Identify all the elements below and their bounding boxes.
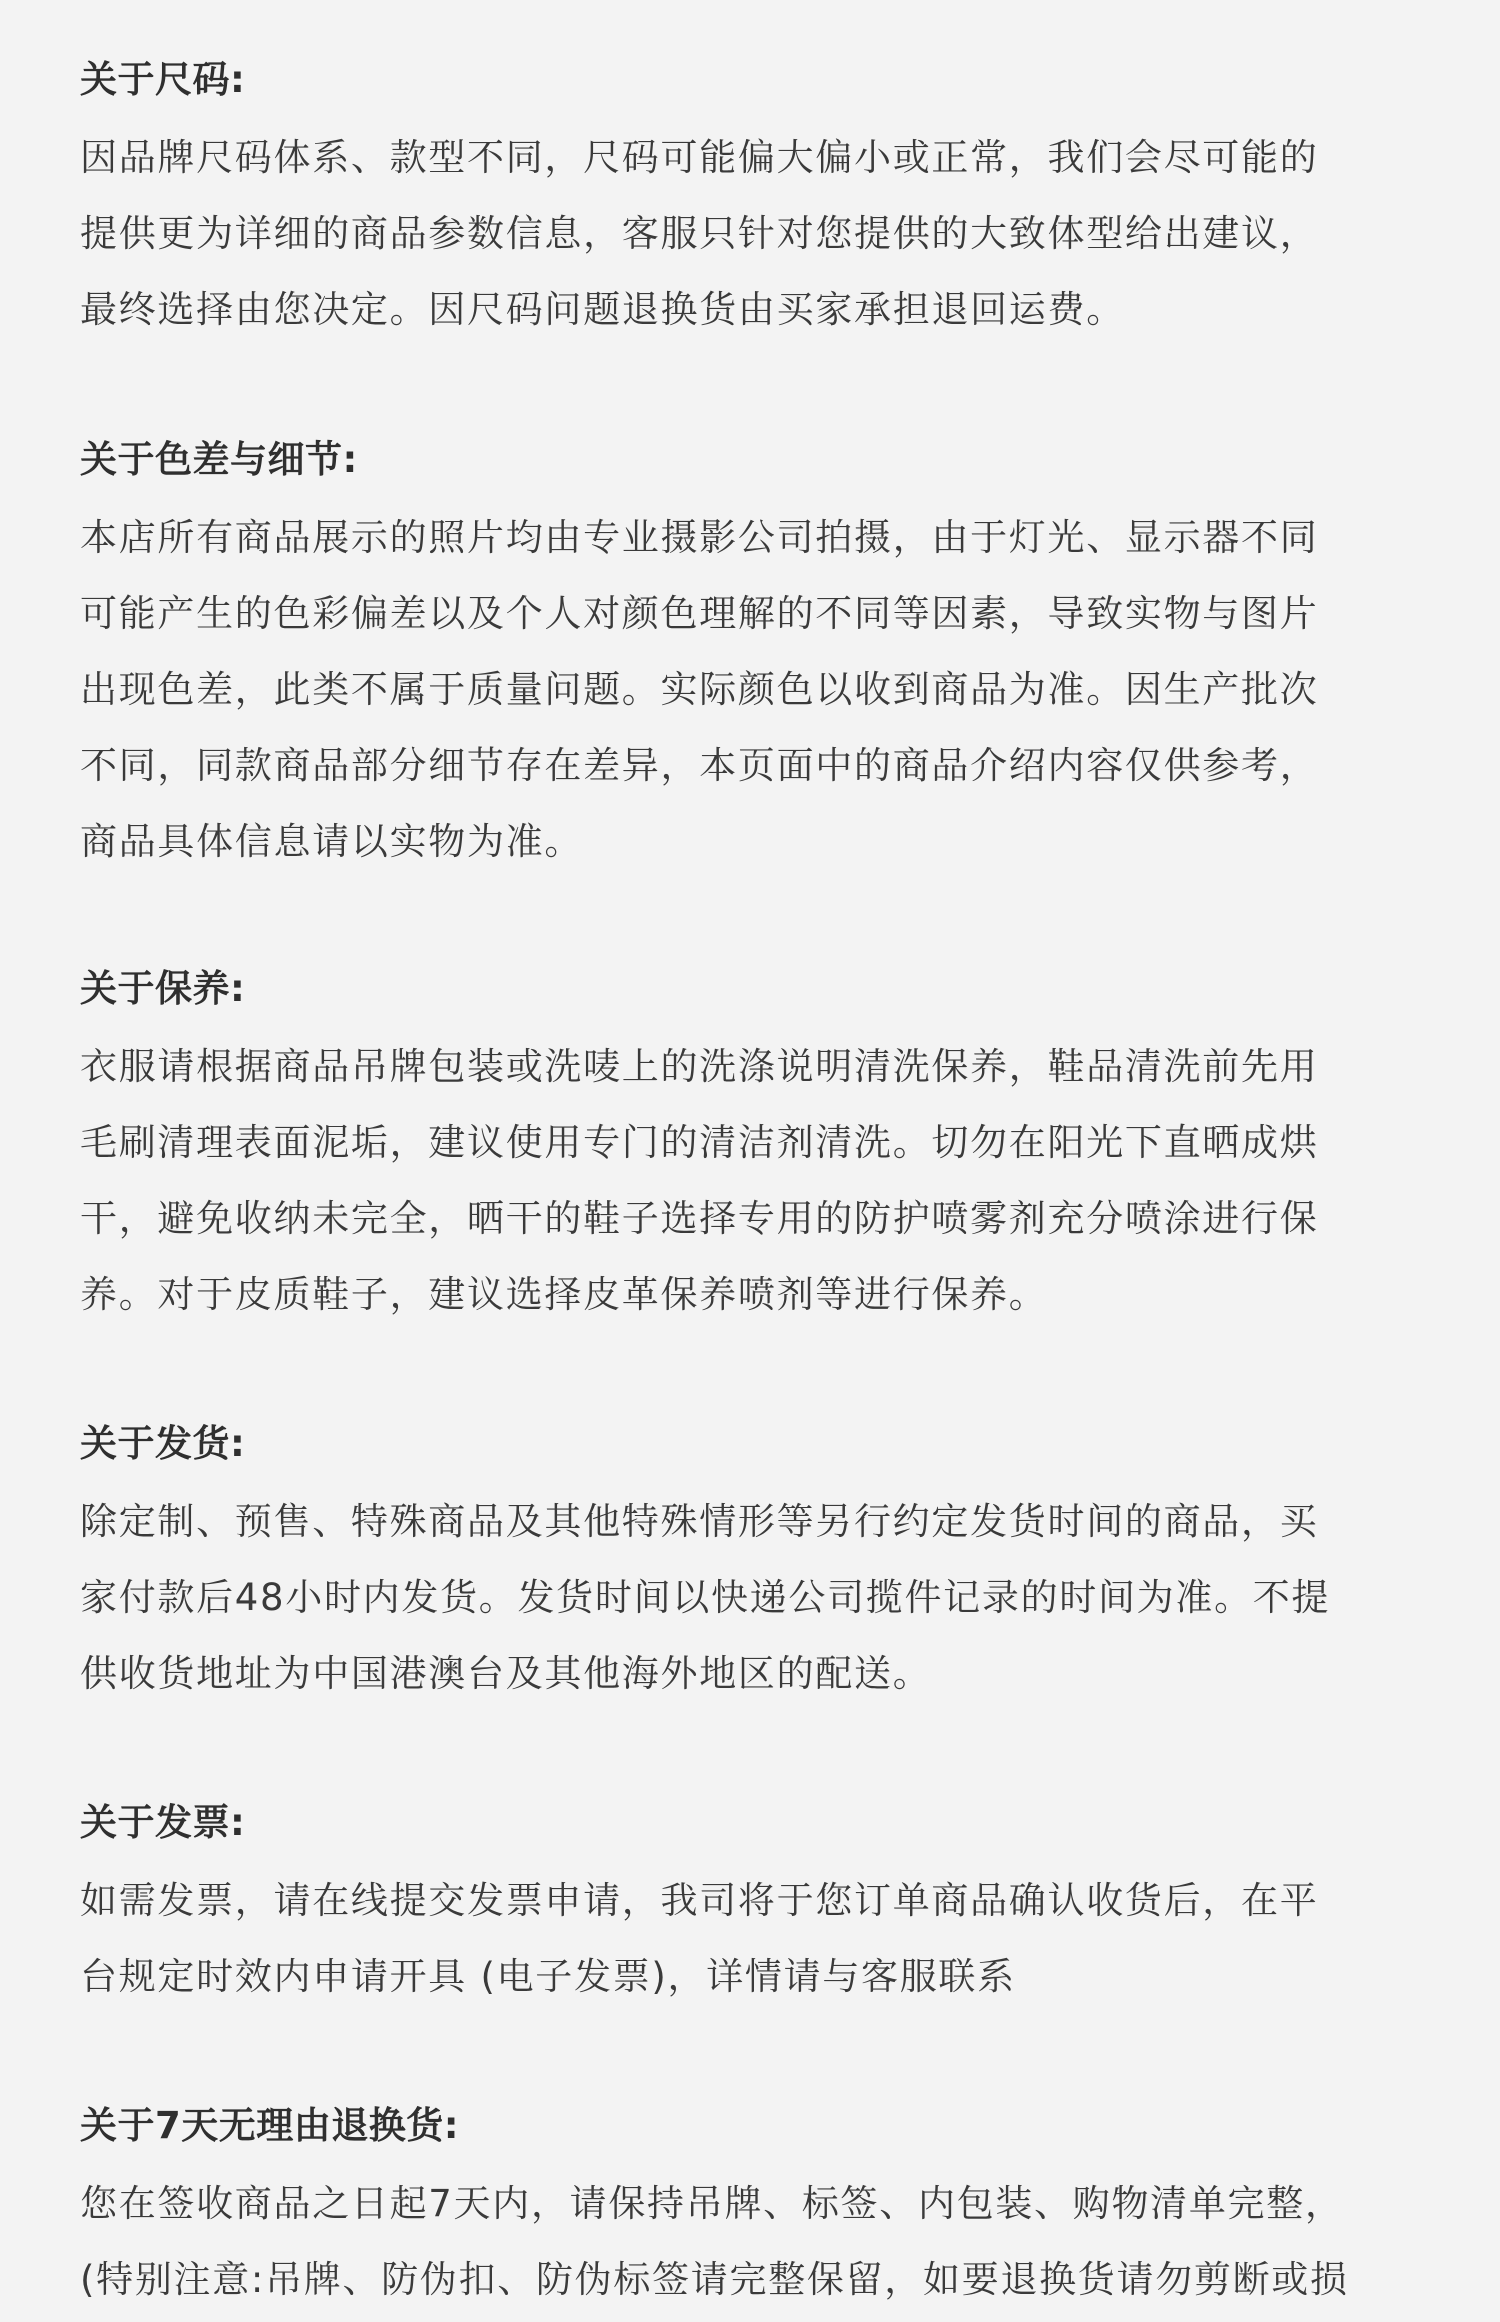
shipping-policy-text: 除定制、预售、特殊商品及其他特殊情形等另行约定发货时间的商品，买 家付款后48小时内发货。发货时间以快递公司揽件记录的时间为准。不提 供收货地址为中国港澳台及其他海外地区的配送。 (80, 1500, 1331, 1695)
size-policy-section (80, 52, 1430, 348)
invoice-policy-text: 如需发票，请在线提交发票申请，我司将于您订单商品确认收货后，在平 台规定时效内申请开具 (电子发票)，详情请与客服联系 (80, 1879, 1319, 1998)
color-detail-policy-heading: 关于色差与细节: (80, 438, 358, 481)
invoice-policy-section (80, 1795, 1430, 2015)
invoice-policy-heading: 关于发票: (80, 1801, 246, 1844)
care-policy-heading: 关于保养: (80, 967, 246, 1010)
care-policy-text: 衣服请根据商品吊牌包装或洗唛上的洗涤说明清洗保养，鞋品清洗前先用 毛刷清理表面泥垢，建议使用专门的清洁剂清洗。切勿在阳光下直晒成烘 干，避免收纳未完全，晒干的鞋子选择专用的防护喷雾剂充分喷涂进行保 养。对于皮质鞋子，建议选择皮革保养喷剂等进行保养。 (80, 1045, 1319, 1316)
color-detail-policy-text: 本店所有商品展示的照片均由专业摄影公司拍摄，由于灯光、显示器不同 可能产生的色彩偏差以及个人对颜色理解的不同等因素，导致实物与图片 出现色差，此类不属于质量问题。实际颜色以收到商品为准。因生产批次 不同，同款商品部分细节存在差异，本页面中的商品介绍内容仅供参考， 商品具体信息请以实物为准。 (80, 516, 1319, 863)
return-policy-text: 您在签收商品之日起7天内，请保持吊牌、标签、内包装、购物清单完整， (特别注意:吊牌、防伪扣、防伪标签请完整保留，如要退换货请勿剪断或损 (80, 2182, 1349, 2301)
color-detail-policy-section (80, 432, 1430, 880)
size-policy-heading: 关于尺码: (80, 58, 246, 101)
care-policy-section (80, 961, 1430, 1333)
size-policy-text: 因品牌尺码体系、款型不同，尺码可能偏大偏小或正常，我们会尽可能的 提供更为详细的商品参数信息，客服只针对您提供的大致体型给出建议， 最终选择由您决定。因尺码问题退换货由买家承担退回运费。 (80, 136, 1319, 331)
return-policy-heading: 关于7天无理由退换货: (80, 2104, 460, 2147)
return-policy-section (80, 2098, 1430, 2318)
shipping-policy-section (80, 1416, 1430, 1712)
shipping-policy-heading: 关于发货: (80, 1422, 246, 1465)
